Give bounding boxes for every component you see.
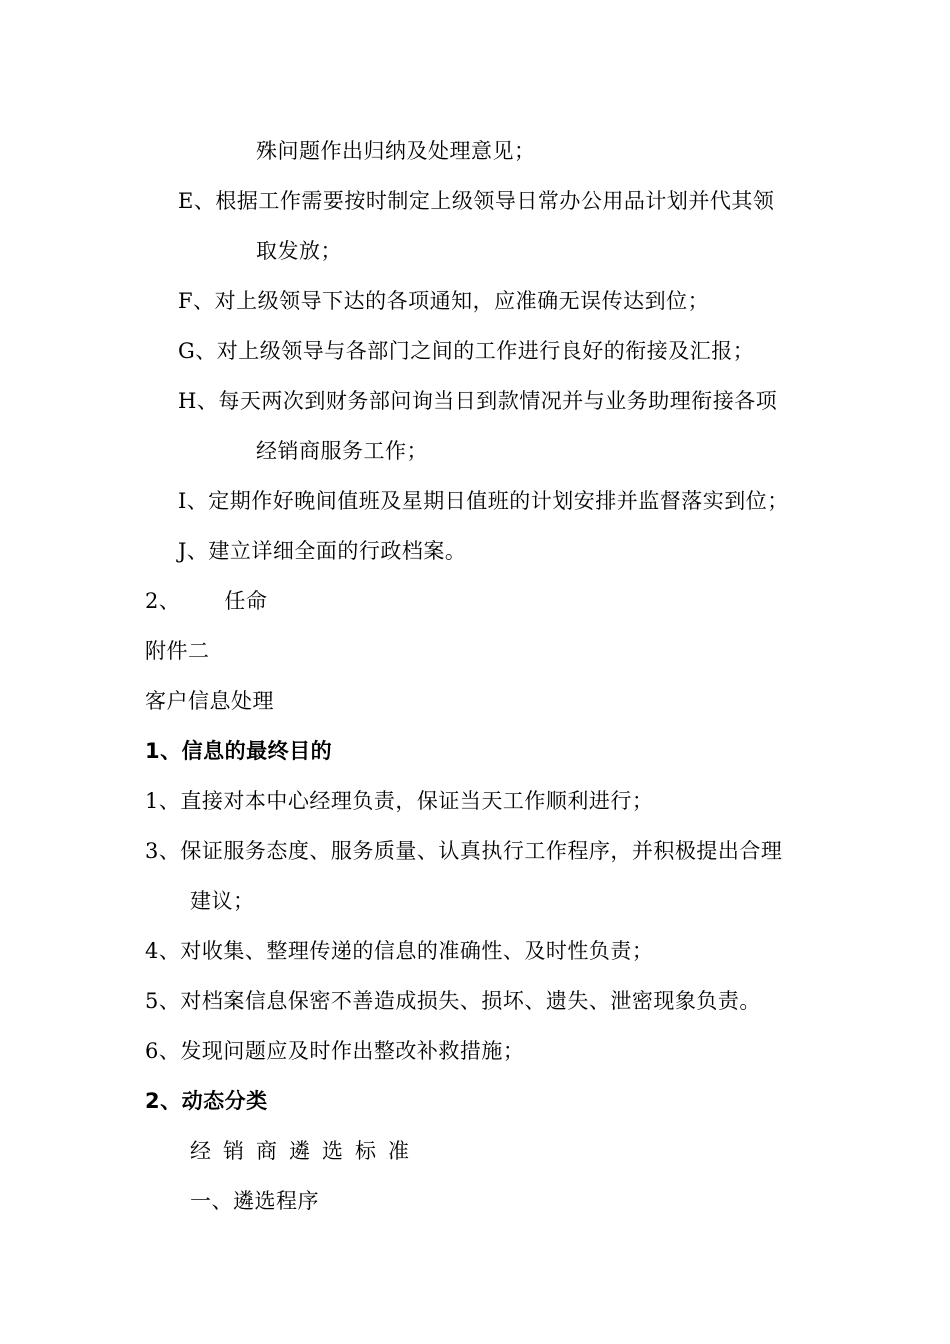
section-number: 2、	[145, 589, 181, 613]
section-heading	[145, 588, 267, 614]
text-line: 一、遴选程序	[190, 1189, 319, 1213]
section-title: 任命	[224, 589, 268, 613]
text-line: 取发放；	[256, 239, 342, 263]
appendix-title: 附件二	[145, 639, 210, 663]
text-line: F、对上级领导下达的各项通知，应准确无误传达到位；	[178, 289, 710, 313]
text-line: 经销商服务工作；	[256, 439, 428, 463]
text-line: H、每天两次到财务部问询当日到款情况并与业务助理衔接各项	[178, 389, 778, 413]
text-line: I、定期作好晚间值班及星期日值班的计划安排并监督落实到位；	[178, 489, 789, 513]
text-line: 殊问题作出归纳及处理意见；	[256, 139, 536, 163]
text-line: E、根据工作需要按时制定上级领导日常办公用品计划并代其领	[178, 189, 775, 213]
text-line: 3、保证服务态度、服务质量、认真执行工作程序，并积极提出合理	[145, 839, 783, 863]
text-line: 客户信息处理	[145, 689, 274, 713]
text-line: 6、发现问题应及时作出整改补救措施；	[145, 1039, 525, 1063]
text-line: 1、直接对本中心经理负责，保证当天工作顺利进行；	[145, 789, 654, 813]
spaced-title: 经销商遴选标准	[190, 1139, 421, 1163]
text-line: 建议；	[190, 889, 255, 913]
text-line: 5、对档案信息保密不善造成损失、损坏、遗失、泄密现象负责。	[145, 989, 761, 1013]
text-line: J、建立详细全面的行政档案。	[178, 539, 467, 563]
bold-heading: 2、动态分类	[145, 1089, 268, 1113]
text-line: G、对上级领导与各部门之间的工作进行良好的衔接及汇报；	[178, 339, 755, 363]
bold-heading: 1、信息的最终目的	[145, 739, 333, 763]
text-line: 4、对收集、整理传递的信息的准确性、及时性负责；	[145, 939, 654, 963]
